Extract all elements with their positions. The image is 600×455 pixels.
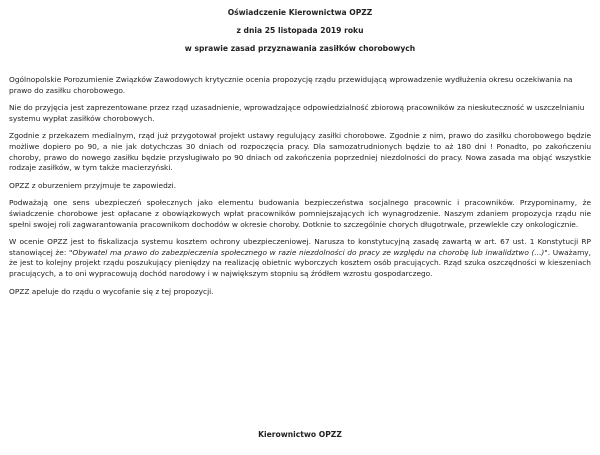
paragraph-intro: Ogólnopolskie Porozumienie Związków Zawodowych krytycznie ocenia propozycję rządu przewidującą wprowadzenie wydłużenia okresu oczekiwania na prawo do zasiłku chorobowego. (9, 75, 573, 95)
statement-title: Oświadczenie Kierownictwa OPZZ (227, 8, 373, 17)
paragraph-appeal: OPZZ apeluje do rządu o wycofanie się z tej propozycji. (9, 286, 214, 296)
paragraph-draft-law: Zgodnie z przekazem medialnym, rząd już przygotował projekt ustawy regulujący zasiłki chorobowe. Zgodnie z nim, prawo do zasiłku chorobowego będzie możliwe dopiero po 90, a nie jak dotychczas 30 dniach od rozpoczęcia pracy. Dla samozatrudnionych będzie to aż 180 dni ! Ponadto, po zakończeniu choroby, prawo do nowego zasiłku będzie przysługiwało po 90 dniach od zakończenia poprzedniej niezdolności do pracy. Nowa zasada ma objąć wszystkie rodzaje zasiłków, w tym także macierzyński. (9, 131, 591, 173)
paragraph-constitution-end: . Uważamy, że jest to kolejny projekt rządu poszukujący pieniędzy na realizację obietnic wyborczych kosztem osób pracujących. Rząd szuka oszczędności w kieszeniach pracujących, a to oni wypracowują dochód narodowy i w największym stopniu są źródłem wzrostu gospodarczego. (9, 247, 592, 278)
signature: Kierownictwo OPZZ (258, 430, 342, 439)
constitution-quote: "Obywatel ma prawo do zabezpieczenia społecznego w razie niezdolności do pracy ze względu na chorobę lub inwalidztwo (...)" (68, 247, 548, 257)
statement-date: z dnia 25 listopada 2019 roku (236, 26, 364, 35)
paragraph-outrage: OPZZ z oburzeniem przyjmuje te zapowiedzi. (9, 180, 177, 190)
paragraph-social-insurance: Podważają one sens ubezpieczeń społecznych jako elementu budowania bezpieczeństwa socjalnego pracownic i pracowników. Przypominamy, że świadczenie chorobowe jest opłacane z obowiązkowych wpłat pracowników pomniejszających ich wynagrodzenie. Naszym zdaniem propozycja rządu nie spełni swojej roli zagwarantowania pracownikom dochodów w okresie choroby. Dotknie to szczególnie chorych długotrwale, przewlekle czy onkologicznie. (9, 198, 591, 229)
paragraph-justification: Nie do przyjęcia jest zaprezentowane przez rząd uzasadnienie, wprowadzające odpowiedzialność zbiorową pracowników za nieskuteczność w uszczelnianiu systemu wypłat zasiłków chorobowych. (9, 103, 585, 123)
document-header (9, 8, 591, 53)
paragraph-constitution-start: W ocenie OPZZ jest to fiskalizacja systemu kosztem ochrony ubezpieczeniowej. Narusza to konstytucyjną zasadę zawartą w art. 67 ust. 1 Konstytucji RP stanowiącej że: (9, 237, 591, 257)
statement-subject: w sprawie zasad przyznawania zasiłków chorobowych (184, 44, 416, 53)
paragraph-constitution (9, 237, 591, 279)
document-body (9, 75, 591, 297)
